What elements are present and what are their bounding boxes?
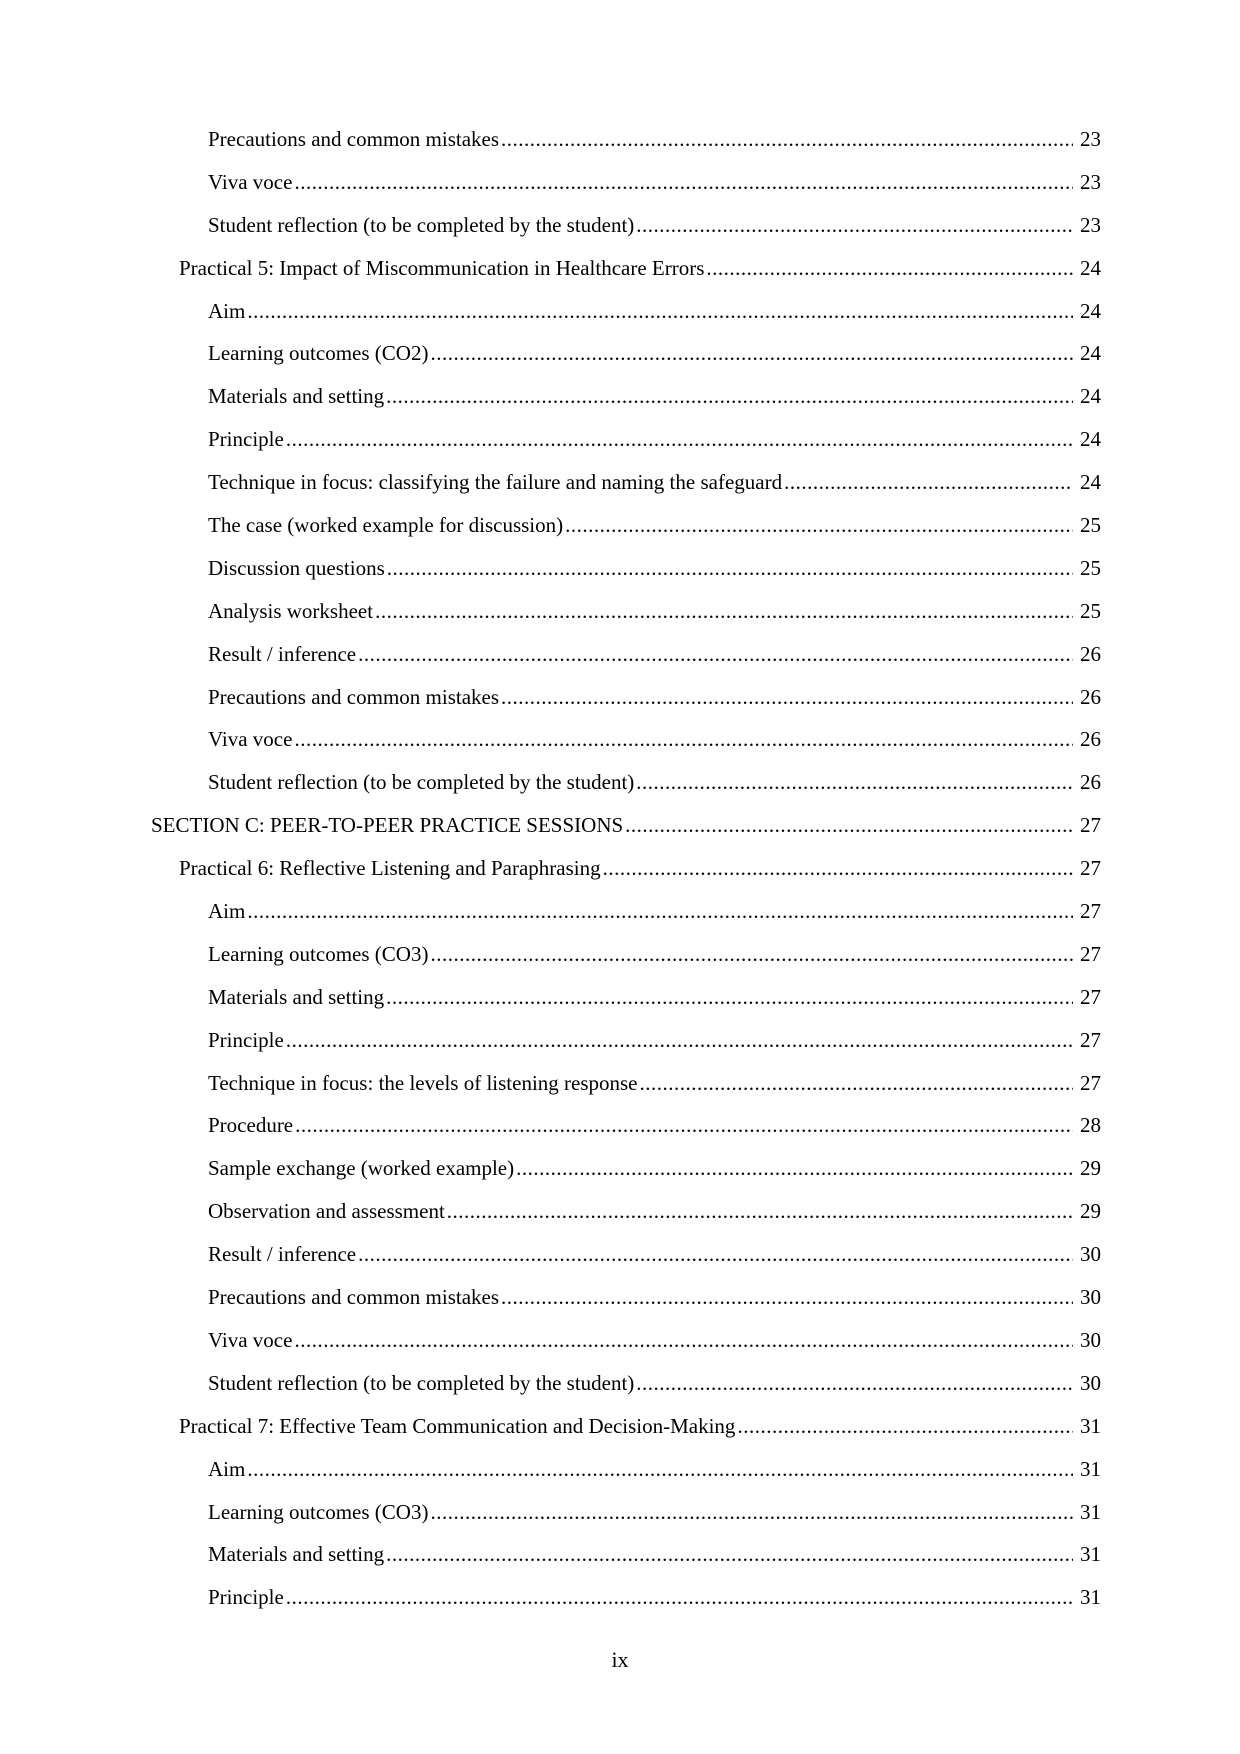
toc-entry[interactable] [0,1242,1240,1285]
toc-entry[interactable] [0,341,1240,384]
toc-entry-title: Materials and setting [208,384,385,409]
toc-entry-page: 30 [1080,1285,1101,1310]
toc-dot-leader [294,1328,1073,1352]
toc-entry-title: Result / inference [208,1242,357,1267]
toc-entry[interactable] [0,727,1240,770]
toc-entry-title: Student reflection (to be completed by the student) [208,1370,635,1395]
toc-dot-leader [294,170,1073,194]
toc-entry[interactable] [0,1371,1240,1414]
toc-dot-leader [737,1414,1073,1438]
toc-entry-title: Practical 7: Effective Team Communication and Decision-Making [179,1413,736,1438]
toc-entry-page: 24 [1080,341,1101,366]
toc-entry-page: 23 [1080,169,1101,194]
toc-dot-leader [286,1585,1073,1609]
toc-dot-leader [447,1199,1073,1223]
toc-entry-title: Technique in focus: the levels of listening response [208,1070,638,1095]
toc-entry-title: Discussion questions [208,555,385,580]
toc-entry-title: Practical 5: Impact of Miscommunication in Healthcare Errors [179,255,705,280]
toc-entry-title: Precautions and common mistakes [208,1285,500,1310]
toc-dot-leader [247,299,1073,323]
toc-entry-title: Observation and assessment [208,1199,445,1224]
toc-entry-title: SECTION C: PEER-TO-PEER PRACTICE SESSIONS [151,813,624,838]
toc-dot-leader [247,899,1073,923]
toc-entry[interactable] [0,1500,1240,1543]
toc-entry-title: Precautions and common mistakes [208,684,500,709]
toc-dot-leader [636,770,1073,794]
toc-dot-leader [430,942,1073,966]
toc-entry-page: 31 [1080,1585,1101,1610]
toc-entry-title: Learning outcomes (CO3) [208,941,429,966]
toc-entry[interactable] [0,1542,1240,1585]
toc-entry-title: Aim [208,899,246,924]
toc-entry-page: 27 [1080,856,1101,881]
toc-entry-page: 26 [1080,684,1101,709]
toc-entry[interactable] [0,470,1240,513]
toc-entry-title: Technique in focus: classifying the failure and naming the safeguard [208,470,783,495]
toc-entry-title: Viva voce [208,1327,293,1352]
toc-dot-leader [636,213,1073,237]
toc-entry-page: 27 [1080,941,1101,966]
toc-dot-leader [430,341,1073,365]
toc-entry[interactable] [0,1285,1240,1328]
toc-entry-page: 31 [1080,1499,1101,1524]
toc-dot-leader [625,813,1073,837]
toc-entry-page: 24 [1080,298,1101,323]
toc-entry-title: Student reflection (to be completed by the student) [208,770,635,795]
toc-dot-leader [295,1113,1073,1137]
toc-entry[interactable] [0,1071,1240,1114]
toc-entry[interactable] [0,685,1240,728]
toc-dot-leader [640,1071,1073,1095]
toc-entry[interactable] [0,899,1240,942]
table-of-contents [0,127,1240,1628]
toc-entry-page: 23 [1080,212,1101,237]
toc-entry[interactable] [0,213,1240,256]
toc-entry-page: 27 [1080,813,1101,838]
toc-dot-leader [358,1242,1073,1266]
toc-entry-title: Materials and setting [208,984,385,1009]
toc-entry-title: Aim [208,298,246,323]
toc-entry[interactable] [0,1585,1240,1628]
toc-dot-leader [706,256,1073,280]
toc-entry-title: Practical 6: Reflective Listening and Paraphrasing [179,856,601,881]
toc-entry-title: Precautions and common mistakes [208,127,500,151]
toc-entry-page: 25 [1080,598,1101,623]
toc-entry-page: 30 [1080,1327,1101,1352]
toc-dot-leader [386,384,1073,408]
toc-entry-page: 27 [1080,1070,1101,1095]
toc-entry[interactable] [0,513,1240,556]
toc-dot-leader [286,427,1073,451]
toc-dot-leader [501,1285,1073,1309]
toc-entry-page: 24 [1080,255,1101,280]
toc-entry-page: 29 [1080,1199,1101,1224]
toc-dot-leader [387,556,1073,580]
toc-entry-title: Materials and setting [208,1542,385,1567]
toc-entry[interactable] [0,1156,1240,1199]
toc-entry-page: 27 [1080,984,1101,1009]
toc-entry-page: 27 [1080,899,1101,924]
toc-entry[interactable] [0,642,1240,685]
toc-entry-page: 26 [1080,641,1101,666]
toc-dot-leader [565,513,1073,537]
toc-dot-leader [358,642,1073,666]
toc-entry-page: 24 [1080,384,1101,409]
toc-entry-page: 26 [1080,770,1101,795]
toc-dot-leader [501,685,1073,709]
toc-entry-page: 25 [1080,513,1101,538]
toc-entry[interactable] [0,599,1240,642]
toc-entry[interactable] [0,1028,1240,1071]
toc-entry[interactable] [0,299,1240,342]
toc-dot-leader [501,127,1073,151]
toc-entry-title: Procedure [208,1113,294,1138]
toc-dot-leader [516,1156,1073,1180]
toc-entry-page: 27 [1080,1027,1101,1052]
toc-entry-page: 31 [1080,1542,1101,1567]
toc-entry[interactable] [0,813,1240,856]
page-number: ix [611,1647,629,1672]
toc-entry-page: 29 [1080,1156,1101,1181]
toc-entry-title: Principle [208,427,284,452]
toc-entry-title: Aim [208,1456,246,1481]
toc-dot-leader [247,1457,1073,1481]
toc-entry-page: 31 [1080,1456,1101,1481]
toc-entry-title: Learning outcomes (CO3) [208,1499,429,1524]
toc-dot-leader [784,470,1073,494]
toc-entry-title: Learning outcomes (CO2) [208,341,429,366]
toc-entry[interactable] [0,985,1240,1028]
toc-dot-leader [636,1371,1073,1395]
toc-entry[interactable] [0,1414,1240,1457]
toc-entry-title: Viva voce [208,727,293,752]
toc-entry-page: 28 [1080,1113,1101,1138]
toc-entry[interactable] [0,1199,1240,1242]
toc-entry-page: 30 [1080,1370,1101,1395]
toc-entry[interactable] [0,1113,1240,1156]
toc-entry-title: Viva voce [208,169,293,194]
toc-entry-page: 24 [1080,427,1101,452]
toc-entry[interactable] [0,170,1240,213]
toc-entry[interactable] [0,556,1240,599]
toc-entry-page: 31 [1080,1413,1101,1438]
toc-dot-leader [375,599,1073,623]
toc-entry-title: The case (worked example for discussion) [208,513,564,538]
toc-entry-page: 30 [1080,1242,1101,1267]
toc-entry-page: 26 [1080,727,1101,752]
toc-dot-leader [386,1542,1073,1566]
toc-entry-title: Analysis worksheet [208,598,374,623]
toc-entry-title: Principle [208,1585,284,1610]
toc-entry[interactable] [0,770,1240,813]
toc-entry[interactable] [0,1457,1240,1500]
toc-entry-page: 24 [1080,470,1101,495]
toc-entry-title: Result / inference [208,641,357,666]
toc-dot-leader [294,727,1073,751]
toc-entry[interactable] [0,256,1240,299]
toc-entry-page: 23 [1080,127,1101,151]
toc-entry[interactable] [0,942,1240,985]
toc-entry-title: Sample exchange (worked example) [208,1156,515,1181]
toc-entry[interactable] [0,384,1240,427]
toc-entry[interactable] [0,127,1240,170]
toc-dot-leader [603,856,1073,880]
toc-entry[interactable] [0,427,1240,470]
toc-dot-leader [430,1500,1073,1524]
toc-entry[interactable] [0,1328,1240,1371]
toc-entry-title: Student reflection (to be completed by the student) [208,212,635,237]
toc-dot-leader [286,1028,1073,1052]
toc-entry[interactable] [0,856,1240,899]
toc-dot-leader [386,985,1073,1009]
toc-entry-page: 25 [1080,555,1101,580]
toc-entry-title: Principle [208,1027,284,1052]
